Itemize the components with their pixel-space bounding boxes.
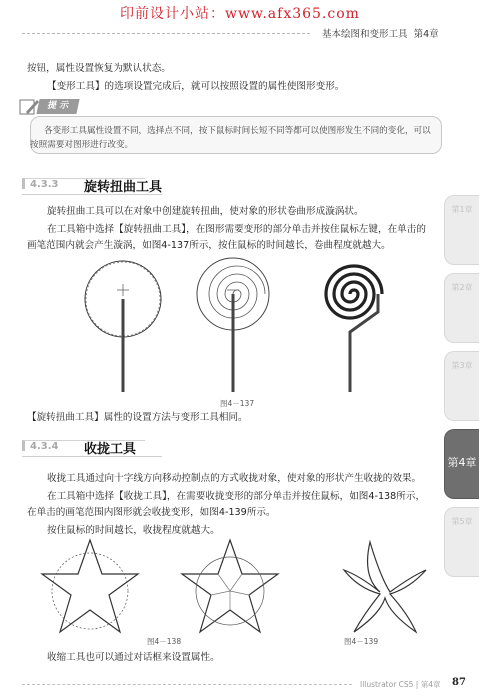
chapter-tab-label: 第4章 <box>447 456 477 469</box>
star-original <box>42 540 138 632</box>
header-rule <box>22 33 310 34</box>
figure-caption: 图4－139 <box>344 637 379 646</box>
tip-label: 提 示 <box>36 99 79 114</box>
section-underline <box>22 456 162 457</box>
section-title: 收拢工具 <box>84 442 137 457</box>
lollipop-swirl-light <box>197 258 269 392</box>
watermark: 印前设计小站：www.afx365.com <box>120 6 360 22</box>
chapter-tab[interactable] <box>444 273 479 343</box>
lollipop-original <box>85 261 161 392</box>
chapter-tab-label: 第5章 <box>451 517 473 526</box>
section-underline <box>22 194 162 195</box>
chapter-tab-label: 第2章 <box>451 283 473 292</box>
page-number: 87 <box>452 677 466 688</box>
header-chapter: 第4章 <box>413 29 439 40</box>
intro-line-2: 【变形工具】的选项设置完成后，就可以按照设置的属性使图形变形。 <box>47 81 345 92</box>
section-number: 4.3.3 <box>30 179 59 190</box>
section2-para-1: 收拢工具通过向十字线方向移动控制点的方式收拢对象，使对象的形状产生收拢的效果。 <box>47 473 422 484</box>
section1-after: 【旋转扭曲工具】属性的设置方法与变形工具相同。 <box>27 412 248 423</box>
chapter-tab-label: 第1章 <box>451 205 473 214</box>
section2-after: 收缩工具也可以通过对话框来设置属性。 <box>47 652 220 663</box>
footer-rule <box>22 684 352 685</box>
intro-line-1: 按钮，属性设置恢复为默认状态。 <box>27 63 171 74</box>
chapter-tab[interactable] <box>444 507 479 577</box>
star-puckered <box>344 542 426 632</box>
figure-4-137 <box>60 254 400 394</box>
tip-text: 各变形工具属性设置不同，选择点不同，按下鼠标时间长短不同等都可以使图形发生不同的变化，可以按照需要对图形进行改变。 <box>30 126 431 150</box>
chapter-tab-label: 第3章 <box>451 361 473 370</box>
section2-para-3: 按住鼠标的时间越长，收拢程度就越大。 <box>47 525 220 536</box>
figure-caption: 图4－138 <box>147 637 182 646</box>
section-number: 4.3.4 <box>30 441 59 452</box>
section1-para-1: 旋转扭曲工具可以在对象中创建旋转扭曲，使对象的形状卷曲形成漩涡状。 <box>47 206 364 217</box>
section-title: 旋转扭曲工具 <box>84 180 163 195</box>
chapter-tab[interactable] <box>444 195 479 265</box>
figure-4-138-139 <box>40 536 440 636</box>
section1-para-2: 在工具箱中选择【旋转扭曲工具】，在图形需要变形的部分单击并按住鼠标左键，在单击的画笔范围内就会产生漩涡，如图4-137所示，按住鼠标的时间越长，卷曲程度就越大。 <box>27 224 426 251</box>
section2-para-2: 在工具箱中选择【收拢工具】，在需要收拢变形的部分单击并按住鼠标，如图4-138所示，在单击的画笔范围内图形就会收拢变形，如图4-139所示。 <box>27 491 426 518</box>
lollipop-swirl-full <box>326 266 382 392</box>
running-header <box>322 26 439 40</box>
chapter-tab[interactable] <box>444 351 479 421</box>
star-with-brush <box>182 540 278 632</box>
figure-caption: 图4－137 <box>220 399 255 408</box>
header-title: 基本绘图和变形工具 <box>322 29 408 40</box>
chapter-tab-active[interactable] <box>444 429 479 499</box>
footer-text: Illustrator CS5 | 第4章 <box>360 680 441 689</box>
